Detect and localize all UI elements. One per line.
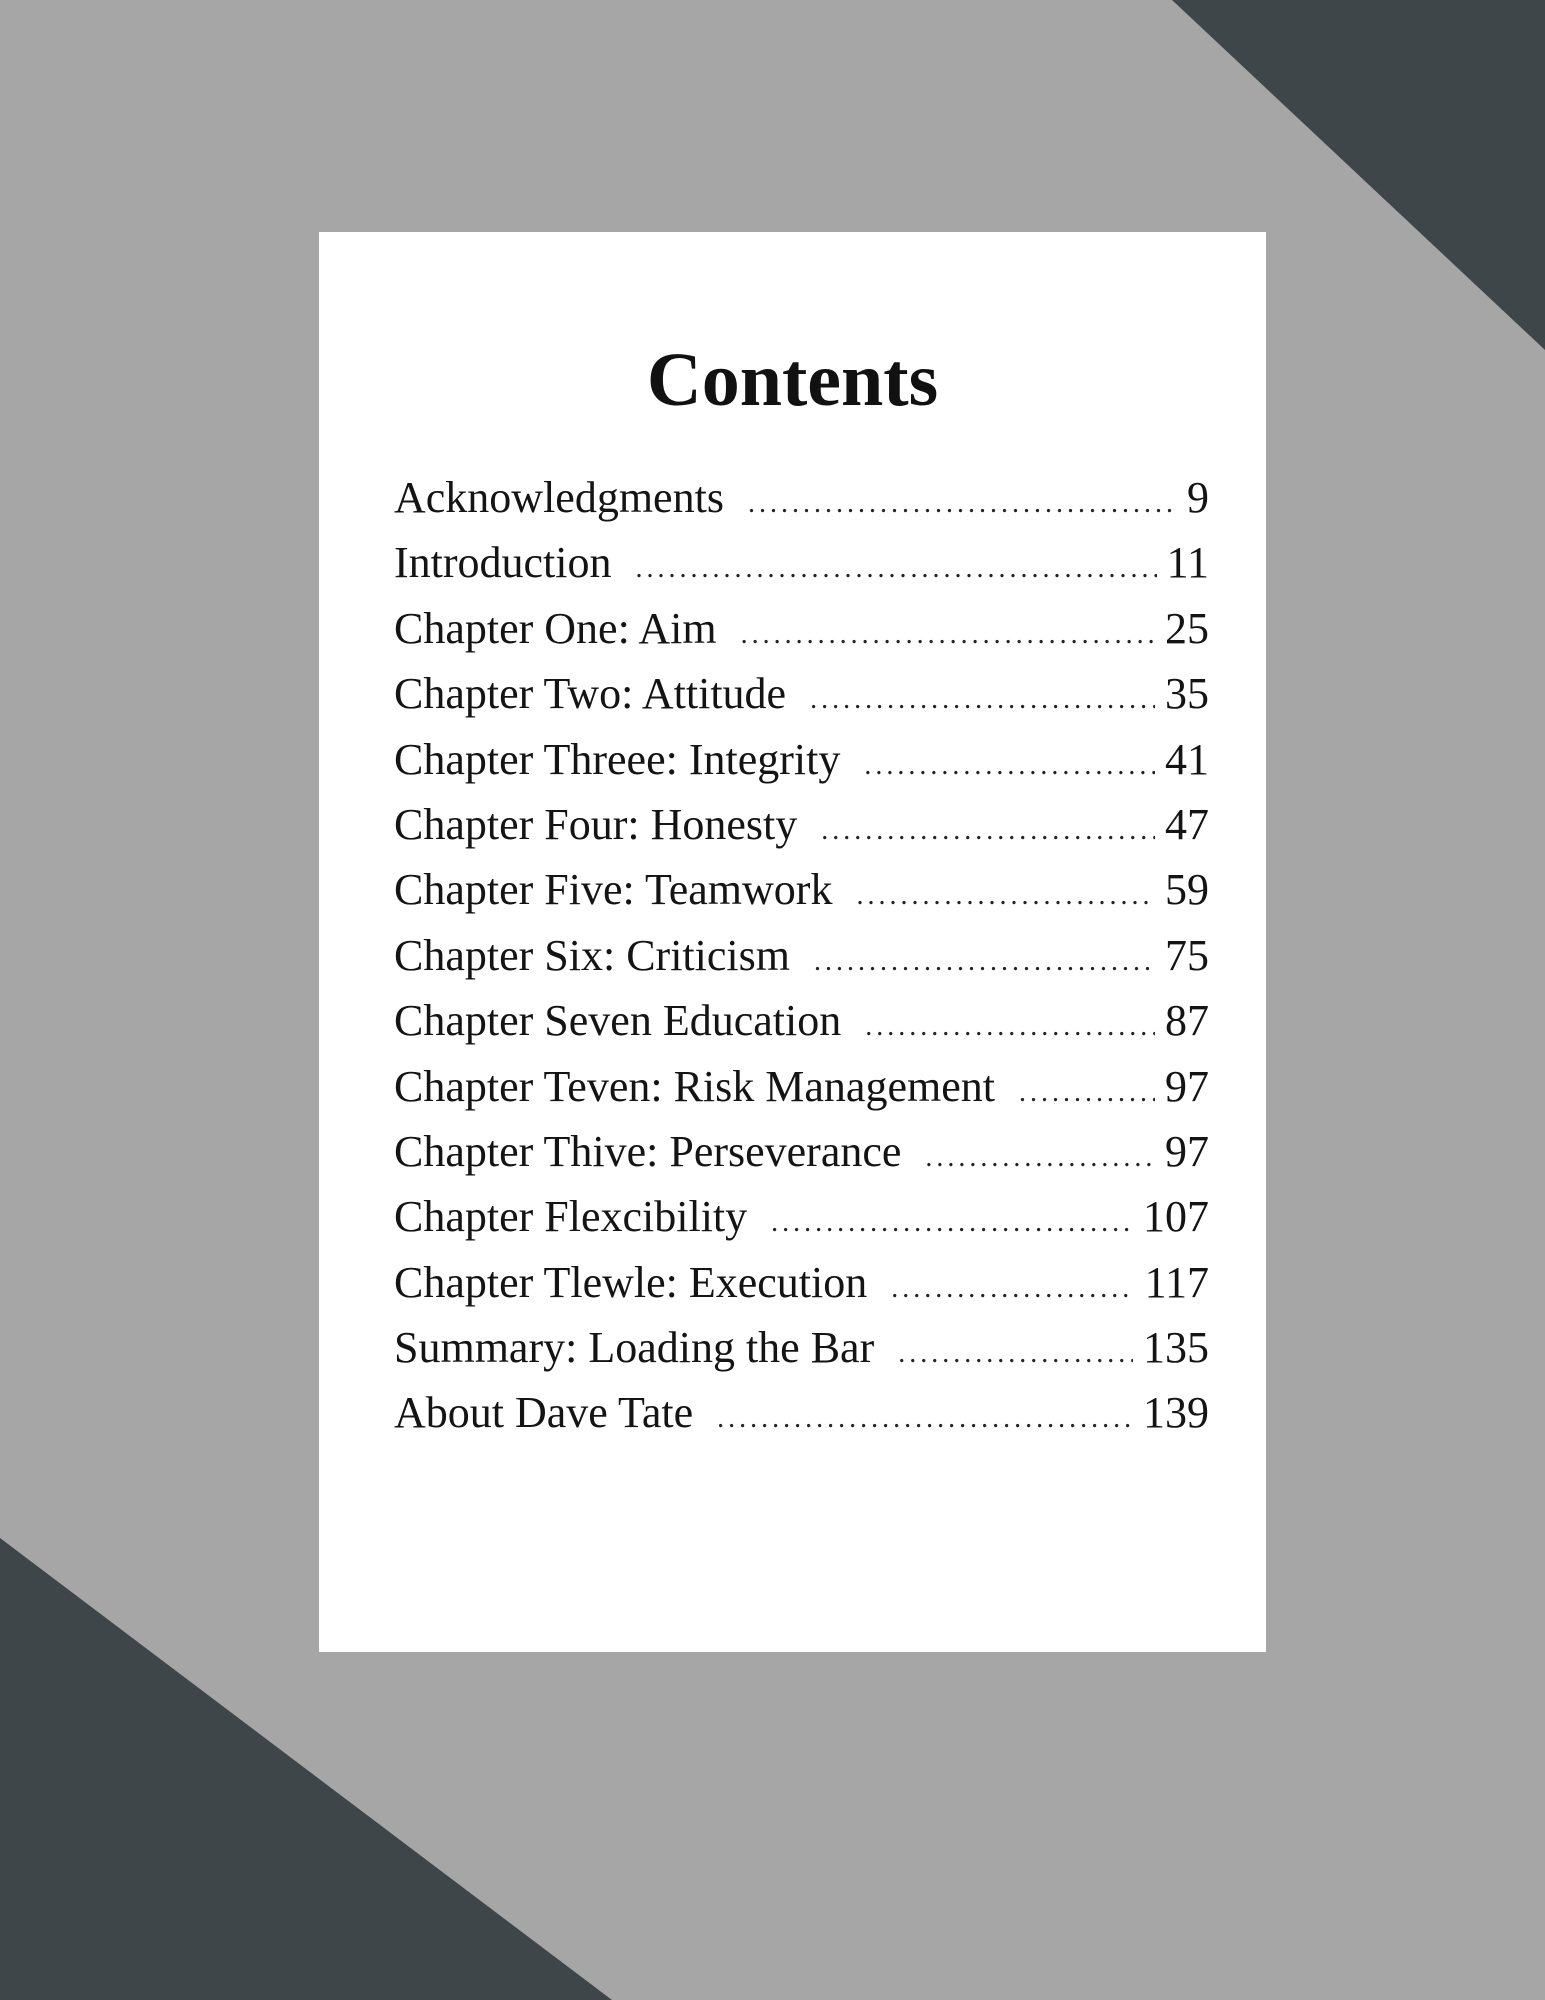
toc-entry-page-number: 59 [1165,865,1209,915]
toc-entry [394,472,1209,537]
toc-entry-page-number: 87 [1165,996,1209,1046]
toc-entry-page-number: 41 [1165,734,1209,784]
toc-entry-label: Acknowledgments [394,473,724,522]
toc-entry [394,1061,1209,1126]
toc-entry-label: Chapter Threee: Integrity [394,734,841,784]
toc-entry [394,1191,1209,1256]
toc-entry-page-number: 97 [1165,1061,1209,1111]
toc-dot-leader [636,553,1157,585]
toc-entry [394,864,1209,929]
toc-entry-label: Chapter Two: Attitude [394,669,787,719]
table-of-contents [394,472,1209,1453]
toc-entry [394,1387,1209,1452]
contents-page [319,232,1266,1652]
toc-entry [394,995,1209,1060]
toc-dot-leader [748,488,1173,520]
toc-entry-page-number: 75 [1165,930,1209,980]
toc-entry-page-number: 97 [1165,1126,1209,1176]
toc-entry-label: Chapter Teven: Risk Management [394,1061,995,1111]
toc-entry-page-number: 47 [1165,799,1209,849]
toc-entry [394,668,1209,733]
toc-entry-page-number: 35 [1165,669,1209,719]
toc-dot-leader [814,946,1155,978]
toc-dot-leader [865,1011,1155,1043]
toc-entry-page-number: 135 [1143,1323,1209,1373]
toc-entry [394,734,1209,799]
page-title: Contents [646,338,939,422]
toc-entry-page-number: 139 [1143,1388,1209,1438]
toc-entry-page-number: 107 [1143,1192,1209,1242]
toc-entry-label: Chapter Six: Criticism [394,930,790,980]
toc-entry [394,603,1209,668]
toc-entry [394,1126,1209,1191]
toc-entry-label: Chapter Thive: Perseverance [394,1126,902,1176]
toc-entry-page-number: 11 [1166,538,1209,588]
toc-entry-label: Chapter Five: Teamwork [394,865,833,915]
toc-entry-label: Summary: Loading the Bar [394,1323,875,1373]
toc-dot-leader [717,1403,1133,1435]
toc-entry-label: Chapter Tlewle: Execution [394,1257,868,1307]
toc-entry [394,930,1209,995]
toc-dot-leader [898,1338,1133,1370]
toc-entry [394,537,1209,602]
toc-dot-leader [1019,1077,1155,1109]
toc-entry-page-number: 117 [1144,1257,1209,1307]
toc-dot-leader [741,619,1155,651]
toc-entry-page-number: 9 [1187,473,1209,522]
toc-entry-label: Introduction [394,538,612,588]
toc-entry-label: About Dave Tate [394,1388,694,1438]
toc-dot-leader [925,1142,1155,1174]
toc-entry-label: Chapter Flexcibility [394,1192,748,1242]
toc-entry [394,1322,1209,1387]
toc-dot-leader [864,750,1155,782]
toc-entry [394,799,1209,864]
toc-dot-leader [856,880,1155,912]
toc-entry-page-number: 25 [1165,603,1209,653]
toc-entry-label: Chapter Four: Honesty [394,799,798,849]
toc-entry-label: Chapter Seven Education [394,996,842,1046]
toc-dot-leader [891,1273,1134,1305]
toc-dot-leader [821,815,1155,847]
toc-dot-leader [810,684,1155,716]
toc-dot-leader [771,1207,1133,1239]
toc-entry [394,1257,1209,1322]
toc-entry-label: Chapter One: Aim [394,603,717,653]
